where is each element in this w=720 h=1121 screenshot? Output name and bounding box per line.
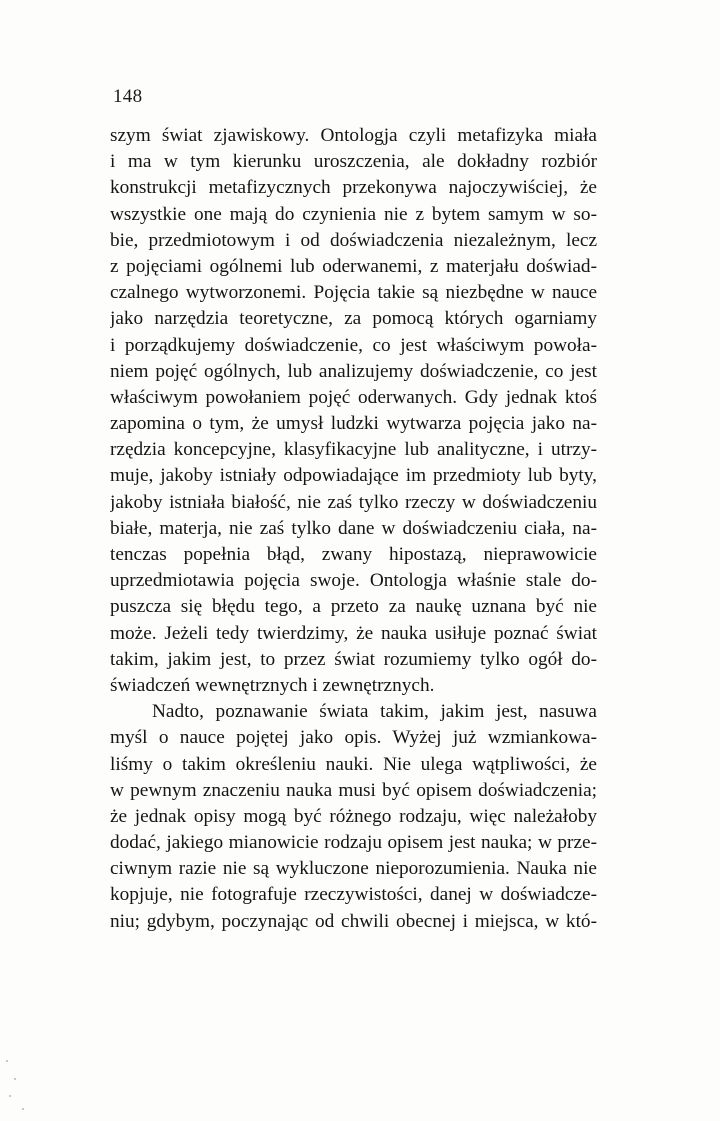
- scan-speck: [6, 1060, 8, 1062]
- text-line: jakoby istniała białość, nie zaś tylko rzeczy w doświadczeniu: [110, 491, 597, 513]
- text-line: wszystkie one mają do czynienia nie z bytem samym w so-: [110, 203, 597, 225]
- text-line: myśl o nauce pojętej jako opis. Wyżej już wzmiankowa-: [110, 727, 597, 749]
- scan-speck: [9, 1095, 11, 1097]
- page-number: 148: [113, 86, 143, 107]
- scan-speck: [22, 1108, 24, 1110]
- text-line: może. Jeżeli tedy twierdzimy, że nauka usiłuje poznać świat: [110, 622, 597, 644]
- text-line: dodać, jakiego mianowicie rodzaju opisem jest nauka; w prze-: [110, 832, 597, 854]
- text-line: rzędzia koncepcyjne, klasyfikacyjne lub analityczne, i utrzy-: [110, 439, 597, 461]
- text-line: czalnego wytworzonemi. Pojęcia takie są niezbędne w nauce: [110, 282, 597, 304]
- text-line: niem pojęć ogólnych, lub analizujemy doświadczenie, co jest: [110, 360, 597, 382]
- paragraph-first-line: Nadto, poznawanie świata takim, jakim jest, nasuwa: [152, 701, 597, 723]
- body-text: [110, 123, 597, 935]
- text-line: puszcza się błędu tego, a przeto za naukę uznana być nie: [110, 596, 597, 618]
- scan-speck: [14, 1078, 16, 1080]
- text-line: takim, jakim jest, to przez świat rozumiemy tylko ogół do-: [110, 648, 597, 670]
- text-line: uprzedmiotawia pojęcia swoje. Ontologja właśnie stale do-: [110, 570, 597, 592]
- text-line: konstrukcji metafizycznych przekonywa najoczywiściej, że: [110, 177, 597, 199]
- text-line: białe, materja, nie zaś tylko dane w doświadczeniu ciała, na-: [110, 517, 597, 539]
- text-line: ciwnym razie nie są wykluczone nieporozumienia. Nauka nie: [110, 858, 597, 880]
- text-line: w pewnym znaczeniu nauka musi być opisem doświadczenia;: [110, 779, 597, 801]
- text-line: bie, przedmiotowym i od doświadczenia niezależnym, lecz: [110, 229, 597, 251]
- text-line: kopjuje, nie fotografuje rzeczywistości, danej w doświadcze-: [110, 884, 597, 906]
- paragraph-last-line: świadczeń wewnętrznych i zewnętrznych.: [110, 674, 435, 696]
- text-line: zapomina o tym, że umysł ludzki wytwarza pojęcia jako na-: [110, 413, 597, 435]
- text-line: muje, jakoby istniały odpowiadające im przedmioty lub byty,: [110, 465, 597, 487]
- text-line: i ma w tym kierunku uroszczenia, ale dokładny rozbiór: [110, 151, 597, 173]
- text-line: niu; gdybym, poczynając od chwili obecnej i miejsca, w któ-: [110, 910, 597, 932]
- text-line: i porządkujemy doświadczenie, co jest właściwym powoła-: [110, 334, 597, 356]
- text-line: tenczas popełnia błąd, zwany hipostazą, nieprawowicie: [110, 544, 597, 565]
- text-line: liśmy o takim określeniu nauki. Nie ulega wątpliwości, że: [110, 753, 597, 775]
- text-line: jako narzędzia teoretyczne, za pomocą których ogarniamy: [110, 308, 597, 330]
- text-line: szym świat zjawiskowy. Ontologja czyli metafizyka miała: [110, 125, 597, 146]
- text-line: że jednak opisy mogą być różnego rodzaju, więc należałoby: [110, 805, 597, 827]
- text-line: z pojęciami ogólnemi lub oderwanemi, z materjału doświad-: [110, 255, 597, 277]
- text-line: właściwym powołaniem pojęć oderwanych. Gdy jednak ktoś: [110, 386, 597, 408]
